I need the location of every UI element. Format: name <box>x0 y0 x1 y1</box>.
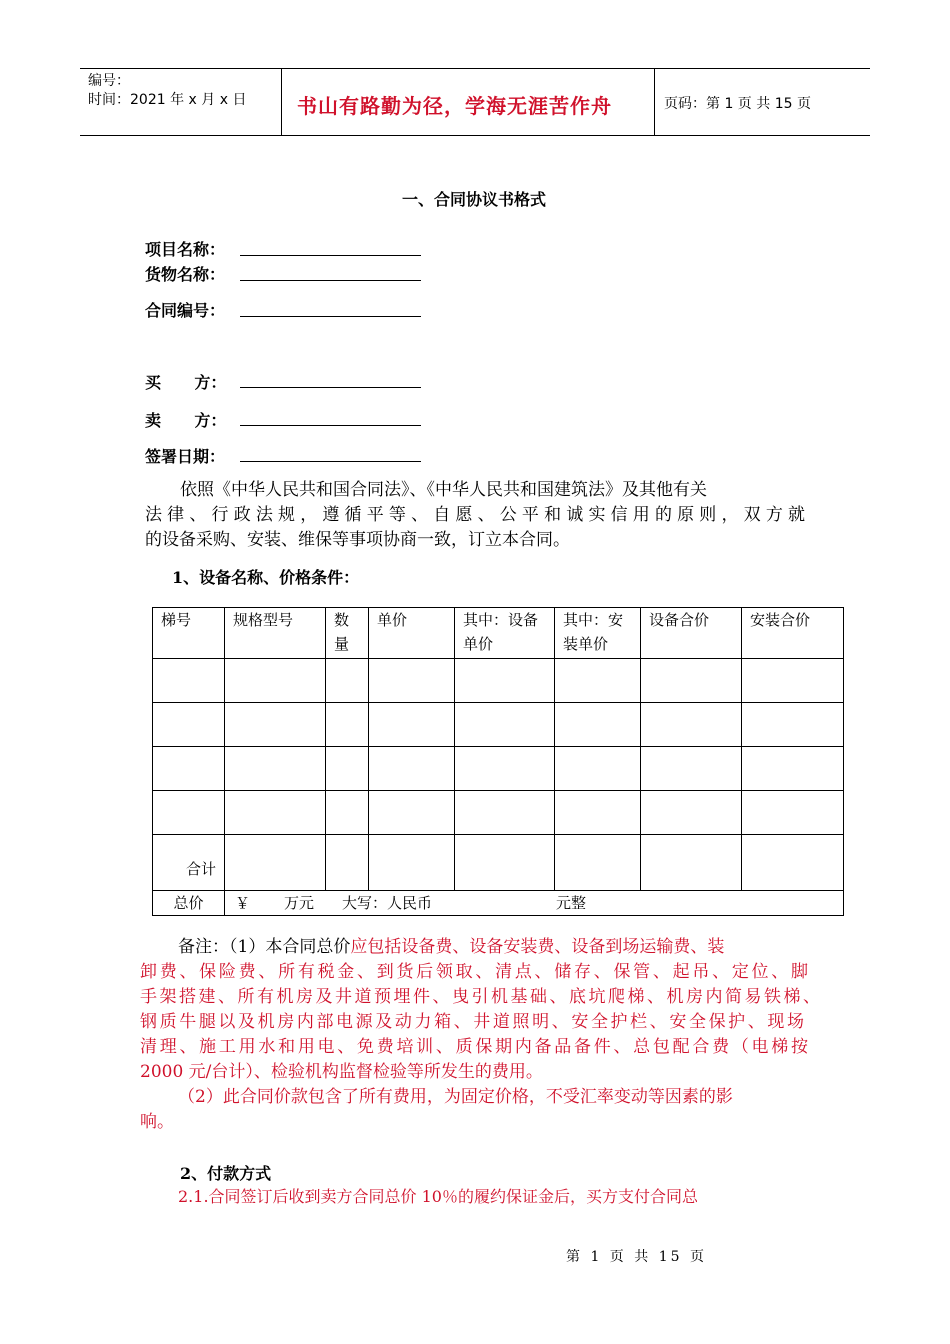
table-cell[interactable] <box>326 747 369 791</box>
table-cell[interactable] <box>455 659 555 703</box>
table-cell[interactable] <box>641 791 742 835</box>
header-cell: 规格型号 <box>225 608 326 659</box>
document-title: 一、合同协议书格式 <box>402 190 547 209</box>
table-cell[interactable] <box>153 747 225 791</box>
table-cell[interactable] <box>225 747 326 791</box>
total-value-cell[interactable] <box>225 891 844 916</box>
table-cell[interactable] <box>326 835 369 891</box>
time-label: 时间：2021 年 x 月 x 日 <box>88 92 247 108</box>
unit-label: 万元 <box>284 894 315 912</box>
table-cell[interactable] <box>555 703 641 747</box>
header-cell: 单价 <box>369 608 455 659</box>
table-header-row <box>153 608 844 659</box>
table-cell[interactable] <box>369 791 455 835</box>
page-info: 页码：第 1 页 共 15 页 <box>664 96 811 112</box>
buyer-blank[interactable] <box>240 387 421 388</box>
header-bottom-rule <box>80 135 870 136</box>
table-cell[interactable] <box>555 659 641 703</box>
header-divider <box>281 68 282 136</box>
header-cell: 安装合价 <box>742 608 844 659</box>
table-cell[interactable] <box>641 659 742 703</box>
seller-label: 卖 方： <box>145 411 227 430</box>
table-cell[interactable] <box>153 659 225 703</box>
table-cell[interactable] <box>153 703 225 747</box>
sign-date-blank[interactable] <box>240 461 421 462</box>
table-cell[interactable] <box>555 791 641 835</box>
table-cell[interactable] <box>225 835 326 891</box>
table-cell[interactable] <box>555 747 641 791</box>
page-footer: 第 1 页 共 15 页 <box>566 1249 707 1265</box>
table-cell[interactable] <box>369 747 455 791</box>
table-cell[interactable] <box>326 659 369 703</box>
table-cell[interactable] <box>225 791 326 835</box>
table-cell[interactable] <box>742 791 844 835</box>
end-label: 元整 <box>556 894 587 912</box>
table-cell[interactable] <box>742 835 844 891</box>
note-line-1 <box>178 935 808 960</box>
table-row <box>153 747 844 791</box>
section-1-heading: 1、设备名称、价格条件： <box>172 568 360 587</box>
payment-line: 2.1.合同签订后收到卖方合同总价 10％的履约保证金后，买方支付合同总 <box>178 1187 698 1206</box>
intro-line-3: 的设备采购、安装、维保等事项协商一致，订立本合同。 <box>145 530 570 550</box>
caps-label: 大写：人民币 <box>342 894 433 912</box>
note-line-4: 钢质牛腿以及机房内部电源及动力箱、井道照明、安全护栏、安全保护、现场 <box>140 1012 804 1032</box>
buyer-label: 买 方： <box>145 373 227 392</box>
intro-line-2: 法律、行政法规，遵循平等、自愿、公平和诚实信用的原则，双方就 <box>145 505 805 525</box>
table-cell[interactable] <box>455 747 555 791</box>
header-cell: 设备合价 <box>641 608 742 659</box>
header-top-rule <box>80 68 870 69</box>
note-line-8: 响。 <box>140 1112 174 1132</box>
table-cell[interactable] <box>742 703 844 747</box>
table-cell[interactable] <box>455 835 555 891</box>
note-red-text: 应包括设备费、设备安装费、设备到场运输费、装 <box>350 937 725 957</box>
header-cell: 梯号 <box>153 608 225 659</box>
price-table <box>152 607 844 916</box>
sign-date-label: 签署日期： <box>145 447 226 466</box>
seller-blank[interactable] <box>240 425 421 426</box>
header-cell: 其中：安装单价 <box>555 608 641 659</box>
table-cell[interactable] <box>455 703 555 747</box>
note-line-3: 手架搭建、所有机房及井道预埋件、曳引机基础、底坑爬梯、机房内简易铁梯、 <box>140 987 820 1007</box>
goods-name-blank[interactable] <box>240 280 421 281</box>
table-cell[interactable] <box>326 791 369 835</box>
table-cell[interactable] <box>742 659 844 703</box>
table-row <box>153 703 844 747</box>
note-line-2: 卸费、保险费、所有税金、到货后领取、清点、储存、保管、起吊、定位、脚 <box>140 962 808 982</box>
contract-no-blank[interactable] <box>240 316 421 317</box>
note-line-6: 2000 元/台计）、检验机构监督检验等所发生的费用。 <box>140 1062 543 1082</box>
table-row <box>153 659 844 703</box>
note-line-5: 清理、施工用水和用电、免费培训、质保期内备品备件、总包配合费（电梯按 <box>140 1037 808 1057</box>
header-cell: 其中：设备单价 <box>455 608 555 659</box>
number-label: 编号： <box>88 73 130 89</box>
note-prefix: 备注：（1）本合同总价 <box>178 937 351 957</box>
sum-row <box>153 835 844 891</box>
total-row <box>153 891 844 916</box>
project-name-blank[interactable] <box>240 255 421 256</box>
project-name-label: 项目名称： <box>145 240 226 259</box>
table-cell[interactable] <box>455 791 555 835</box>
goods-name-label: 货物名称： <box>145 265 226 284</box>
header-cell: 数量 <box>326 608 369 659</box>
header-motto: 书山有路勤为径，学海无涯苦作舟 <box>297 94 612 118</box>
table-cell[interactable] <box>369 835 455 891</box>
table-row <box>153 791 844 835</box>
table-cell[interactable] <box>742 747 844 791</box>
table-cell[interactable] <box>641 835 742 891</box>
table-cell[interactable] <box>369 659 455 703</box>
sum-label: 合计 <box>153 835 225 891</box>
table-cell[interactable] <box>225 659 326 703</box>
table-cell[interactable] <box>555 835 641 891</box>
table-cell[interactable] <box>641 747 742 791</box>
intro-line-1: 依照《中华人民共和国合同法》、《中华人民共和国建筑法》及其他有关 <box>180 480 707 500</box>
contract-no-label: 合同编号： <box>145 301 226 320</box>
header-divider <box>654 68 655 136</box>
note-line-7: （2）此合同价款包含了所有费用，为固定价格，不受汇率变动等因素的影 <box>178 1087 733 1107</box>
table-cell[interactable] <box>369 703 455 747</box>
currency-symbol: ￥ <box>235 894 251 912</box>
table-cell[interactable] <box>153 791 225 835</box>
table-cell[interactable] <box>326 703 369 747</box>
table-cell[interactable] <box>641 703 742 747</box>
section-2-heading: 2、付款方式 <box>180 1164 272 1183</box>
table-cell[interactable] <box>225 703 326 747</box>
total-label: 总价 <box>153 891 225 916</box>
